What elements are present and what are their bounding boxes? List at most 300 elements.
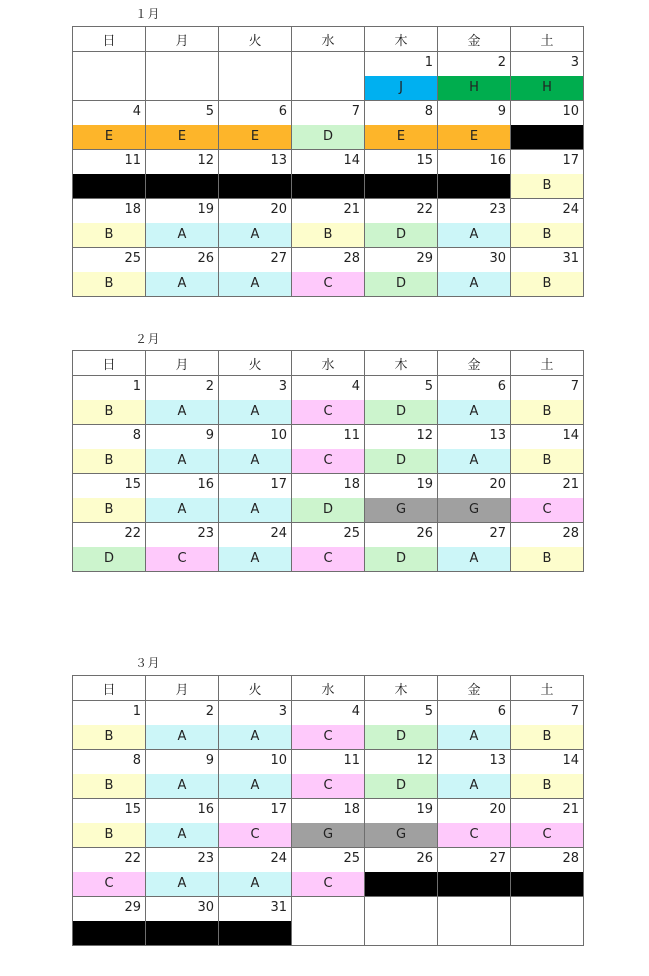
day-cell[interactable] (365, 848, 438, 897)
day-number: 7 (570, 379, 579, 394)
shift-label: A (438, 223, 510, 247)
shift-label (219, 76, 291, 100)
week-row (73, 376, 584, 425)
day-cell[interactable] (438, 799, 511, 848)
shift-label (219, 174, 291, 198)
shift-label: A (438, 774, 510, 798)
shift-label: A (146, 498, 218, 522)
shift-label: B (511, 223, 583, 247)
day-box (73, 376, 145, 424)
day-cell[interactable] (146, 897, 219, 946)
shift-label (438, 174, 510, 198)
day-cell[interactable] (73, 52, 146, 101)
day-box (438, 897, 510, 945)
day-box (365, 474, 437, 522)
day-cell[interactable] (365, 248, 438, 297)
day-box (438, 52, 510, 100)
weekday-header (73, 27, 584, 52)
week-row (73, 425, 584, 474)
day-box (511, 799, 583, 847)
day-cell[interactable] (219, 101, 292, 150)
day-cell[interactable] (292, 199, 365, 248)
shift-label: A (219, 272, 291, 296)
day-cell[interactable] (292, 52, 365, 101)
day-box (511, 701, 583, 749)
shift-label: B (73, 823, 145, 847)
day-box (73, 799, 145, 847)
shift-label (365, 872, 437, 896)
shift-label: A (146, 872, 218, 896)
day-number: 2 (205, 704, 214, 719)
day-cell[interactable] (73, 799, 146, 848)
day-cell[interactable] (511, 425, 584, 474)
day-cell[interactable] (438, 248, 511, 297)
day-cell[interactable] (146, 101, 219, 150)
day-box (365, 52, 437, 100)
shift-label: A (146, 774, 218, 798)
weekday-fri: 金 (438, 351, 511, 376)
day-number: 25 (343, 851, 360, 866)
day-number: 31 (562, 251, 579, 266)
day-box (219, 701, 291, 749)
day-number: 8 (132, 428, 141, 443)
day-number: 28 (562, 526, 579, 541)
day-cell[interactable] (365, 376, 438, 425)
day-cell[interactable] (365, 425, 438, 474)
day-box (219, 848, 291, 896)
day-cell[interactable] (365, 701, 438, 750)
day-number: 24 (562, 202, 579, 217)
shift-label: B (511, 400, 583, 424)
day-box (511, 848, 583, 896)
shift-label: A (146, 449, 218, 473)
day-box (146, 150, 218, 198)
day-cell[interactable] (438, 474, 511, 523)
day-box (219, 799, 291, 847)
day-box (511, 897, 583, 945)
shift-label: D (365, 223, 437, 247)
day-number: 8 (424, 104, 433, 119)
day-number: 6 (278, 104, 287, 119)
week-row (73, 101, 584, 150)
week-row (73, 897, 584, 946)
calendar-body (73, 376, 584, 572)
day-box (73, 248, 145, 296)
day-cell[interactable] (438, 523, 511, 572)
day-cell[interactable] (73, 523, 146, 572)
day-number: 17 (270, 477, 287, 492)
day-cell[interactable] (73, 897, 146, 946)
weekday-tue: 火 (219, 27, 292, 52)
week-row (73, 150, 584, 199)
shift-label (511, 125, 583, 149)
day-box (292, 799, 364, 847)
day-box (73, 199, 145, 247)
shift-label: D (292, 498, 364, 522)
day-cell[interactable] (73, 101, 146, 150)
day-number: 29 (416, 251, 433, 266)
day-cell[interactable] (219, 750, 292, 799)
day-cell[interactable] (365, 897, 438, 946)
weekday-sat: 土 (511, 676, 584, 701)
day-cell[interactable] (438, 897, 511, 946)
day-cell[interactable] (219, 199, 292, 248)
day-cell[interactable] (438, 199, 511, 248)
shift-label: G (365, 823, 437, 847)
day-cell[interactable] (146, 150, 219, 199)
shift-label: A (438, 725, 510, 749)
day-number: 27 (489, 526, 506, 541)
day-cell[interactable] (219, 848, 292, 897)
calendar-grid (72, 675, 584, 946)
day-cell[interactable] (438, 750, 511, 799)
day-cell[interactable] (511, 750, 584, 799)
day-cell[interactable] (73, 701, 146, 750)
day-cell[interactable] (365, 523, 438, 572)
day-number: 21 (343, 202, 360, 217)
day-cell[interactable] (292, 799, 365, 848)
shift-label: A (219, 449, 291, 473)
day-box (511, 750, 583, 798)
week-row (73, 199, 584, 248)
day-cell[interactable] (219, 248, 292, 297)
day-box (438, 425, 510, 473)
day-box (438, 750, 510, 798)
day-box (292, 523, 364, 571)
day-box (511, 52, 583, 100)
weekday-tue: 火 (219, 676, 292, 701)
shift-label (146, 76, 218, 100)
shift-label: A (219, 547, 291, 571)
day-box (438, 150, 510, 198)
day-box (365, 150, 437, 198)
day-box (146, 523, 218, 571)
day-box (73, 750, 145, 798)
shift-label: H (438, 76, 510, 100)
day-cell[interactable] (73, 750, 146, 799)
shift-label: A (146, 400, 218, 424)
day-box (219, 199, 291, 247)
shift-label: C (73, 872, 145, 896)
day-number: 9 (205, 428, 214, 443)
day-cell[interactable] (511, 897, 584, 946)
day-number: 23 (197, 526, 214, 541)
day-box (73, 848, 145, 896)
day-box (292, 848, 364, 896)
shift-label: A (146, 272, 218, 296)
calendar-grid (72, 350, 584, 572)
day-cell[interactable] (146, 523, 219, 572)
day-number: 18 (343, 802, 360, 817)
day-number: 20 (270, 202, 287, 217)
day-cell[interactable] (146, 848, 219, 897)
day-cell[interactable] (438, 701, 511, 750)
shift-label: B (73, 223, 145, 247)
week-row (73, 474, 584, 523)
shift-label: B (73, 400, 145, 424)
day-cell[interactable] (73, 376, 146, 425)
day-box (219, 52, 291, 100)
day-box (219, 376, 291, 424)
day-number: 14 (562, 428, 579, 443)
day-number: 2 (497, 55, 506, 70)
shift-label (146, 921, 218, 945)
day-cell[interactable] (511, 523, 584, 572)
day-cell[interactable] (511, 701, 584, 750)
shift-label (365, 921, 437, 945)
day-cell[interactable] (146, 701, 219, 750)
day-box (438, 799, 510, 847)
day-box (365, 701, 437, 749)
shift-label: E (146, 125, 218, 149)
day-number: 24 (270, 851, 287, 866)
shift-label: C (219, 823, 291, 847)
day-number: 9 (497, 104, 506, 119)
weekday-sat: 土 (511, 351, 584, 376)
day-cell[interactable] (511, 248, 584, 297)
day-number: 8 (132, 753, 141, 768)
day-box (292, 52, 364, 100)
day-number: 27 (270, 251, 287, 266)
weekday-mon: 月 (146, 676, 219, 701)
day-box (146, 101, 218, 149)
day-cell[interactable] (219, 523, 292, 572)
day-box (219, 248, 291, 296)
day-number: 2 (205, 379, 214, 394)
day-box (511, 101, 583, 149)
day-cell[interactable] (365, 750, 438, 799)
day-cell[interactable] (292, 848, 365, 897)
day-box (219, 150, 291, 198)
day-number: 18 (124, 202, 141, 217)
day-box (365, 523, 437, 571)
day-cell[interactable] (73, 848, 146, 897)
day-number: 25 (343, 526, 360, 541)
day-number: 19 (416, 477, 433, 492)
day-cell[interactable] (292, 897, 365, 946)
day-cell[interactable] (438, 425, 511, 474)
shift-label: C (292, 774, 364, 798)
day-cell[interactable] (365, 474, 438, 523)
day-cell[interactable] (219, 52, 292, 101)
shift-label (511, 921, 583, 945)
shift-label: H (511, 76, 583, 100)
week-row (73, 248, 584, 297)
day-cell[interactable] (438, 52, 511, 101)
week-row (73, 523, 584, 572)
day-number: 4 (132, 104, 141, 119)
day-box (146, 799, 218, 847)
day-number: 16 (197, 802, 214, 817)
day-box (146, 750, 218, 798)
weekday-fri: 金 (438, 676, 511, 701)
day-number: 20 (489, 477, 506, 492)
shift-label: E (365, 125, 437, 149)
day-cell[interactable] (292, 425, 365, 474)
shift-label: A (438, 449, 510, 473)
day-cell[interactable] (511, 848, 584, 897)
shift-label: A (438, 547, 510, 571)
day-box (219, 474, 291, 522)
shift-label: D (365, 547, 437, 571)
day-cell[interactable] (73, 199, 146, 248)
weekday-sun: 日 (73, 351, 146, 376)
day-cell[interactable] (365, 150, 438, 199)
day-box (219, 897, 291, 945)
day-cell[interactable] (511, 799, 584, 848)
day-number: 28 (562, 851, 579, 866)
day-cell[interactable] (292, 701, 365, 750)
day-number: 15 (124, 802, 141, 817)
day-cell[interactable] (438, 376, 511, 425)
day-cell[interactable] (292, 248, 365, 297)
day-number: 13 (489, 753, 506, 768)
day-number: 7 (570, 704, 579, 719)
week-row (73, 848, 584, 897)
day-number: 23 (197, 851, 214, 866)
day-cell[interactable] (511, 376, 584, 425)
shift-label: B (73, 725, 145, 749)
day-box (146, 474, 218, 522)
day-number: 30 (197, 900, 214, 915)
day-cell[interactable] (219, 799, 292, 848)
day-cell[interactable] (511, 199, 584, 248)
day-box (292, 897, 364, 945)
day-cell[interactable] (219, 376, 292, 425)
shift-label: D (365, 725, 437, 749)
day-cell[interactable] (292, 474, 365, 523)
day-box (365, 848, 437, 896)
day-box (146, 848, 218, 896)
day-cell[interactable] (438, 848, 511, 897)
day-cell[interactable] (73, 248, 146, 297)
shift-label: C (292, 725, 364, 749)
day-box (365, 425, 437, 473)
day-number: 5 (424, 704, 433, 719)
day-number: 4 (351, 379, 360, 394)
day-cell[interactable] (438, 101, 511, 150)
week-row (73, 701, 584, 750)
day-cell[interactable] (511, 52, 584, 101)
weekday-thu: 木 (365, 27, 438, 52)
day-box (365, 750, 437, 798)
shift-label: B (511, 449, 583, 473)
day-cell[interactable] (292, 101, 365, 150)
day-box (73, 701, 145, 749)
day-cell[interactable] (365, 52, 438, 101)
day-cell[interactable] (146, 799, 219, 848)
day-box (438, 376, 510, 424)
calendar-body (73, 52, 584, 297)
day-cell[interactable] (146, 376, 219, 425)
day-cell[interactable] (219, 897, 292, 946)
day-number: 17 (270, 802, 287, 817)
day-number: 5 (424, 379, 433, 394)
day-number: 14 (343, 153, 360, 168)
day-box (511, 150, 583, 198)
day-cell[interactable] (365, 101, 438, 150)
shift-label: C (511, 823, 583, 847)
shift-label: A (146, 823, 218, 847)
day-cell[interactable] (292, 150, 365, 199)
day-cell[interactable] (146, 199, 219, 248)
day-cell[interactable] (73, 150, 146, 199)
day-box (219, 523, 291, 571)
shift-label: C (438, 823, 510, 847)
shift-label: B (73, 272, 145, 296)
shift-label: C (511, 498, 583, 522)
day-cell[interactable] (146, 474, 219, 523)
day-number: 19 (197, 202, 214, 217)
day-cell[interactable] (292, 523, 365, 572)
shift-label: A (146, 223, 218, 247)
day-cell[interactable] (146, 750, 219, 799)
day-cell[interactable] (219, 701, 292, 750)
day-box (292, 150, 364, 198)
shift-label: A (438, 272, 510, 296)
day-cell[interactable] (146, 248, 219, 297)
day-cell[interactable] (73, 425, 146, 474)
day-box (219, 101, 291, 149)
shift-label (73, 76, 145, 100)
weekday-sun: 日 (73, 676, 146, 701)
day-cell[interactable] (511, 474, 584, 523)
day-cell[interactable] (219, 474, 292, 523)
day-box (438, 523, 510, 571)
day-cell[interactable] (219, 425, 292, 474)
weekday-header (73, 676, 584, 701)
day-number: 12 (416, 753, 433, 768)
day-cell[interactable] (292, 376, 365, 425)
day-number: 21 (562, 802, 579, 817)
day-box (73, 52, 145, 100)
day-cell[interactable] (146, 425, 219, 474)
day-number: 3 (570, 55, 579, 70)
shift-label: E (73, 125, 145, 149)
day-cell[interactable] (219, 150, 292, 199)
day-number: 1 (132, 379, 141, 394)
day-number: 30 (489, 251, 506, 266)
shift-label: A (219, 223, 291, 247)
shift-label: C (292, 872, 364, 896)
day-cell[interactable] (365, 199, 438, 248)
day-box (365, 897, 437, 945)
month-title: ２月 (135, 332, 161, 346)
day-cell[interactable] (292, 750, 365, 799)
day-cell[interactable] (511, 150, 584, 199)
day-box (438, 248, 510, 296)
day-number: 17 (562, 153, 579, 168)
shift-label: A (219, 400, 291, 424)
day-number: 21 (562, 477, 579, 492)
shift-label (73, 921, 145, 945)
day-box (73, 425, 145, 473)
day-box (365, 101, 437, 149)
day-cell[interactable] (73, 474, 146, 523)
shift-label: B (511, 725, 583, 749)
day-number: 16 (197, 477, 214, 492)
day-number: 22 (416, 202, 433, 217)
day-cell[interactable] (511, 101, 584, 150)
day-box (292, 248, 364, 296)
day-box (292, 425, 364, 473)
day-cell[interactable] (146, 52, 219, 101)
day-number: 31 (270, 900, 287, 915)
weekday-mon: 月 (146, 27, 219, 52)
day-cell[interactable] (438, 150, 511, 199)
shift-label: D (365, 400, 437, 424)
day-cell[interactable] (365, 799, 438, 848)
